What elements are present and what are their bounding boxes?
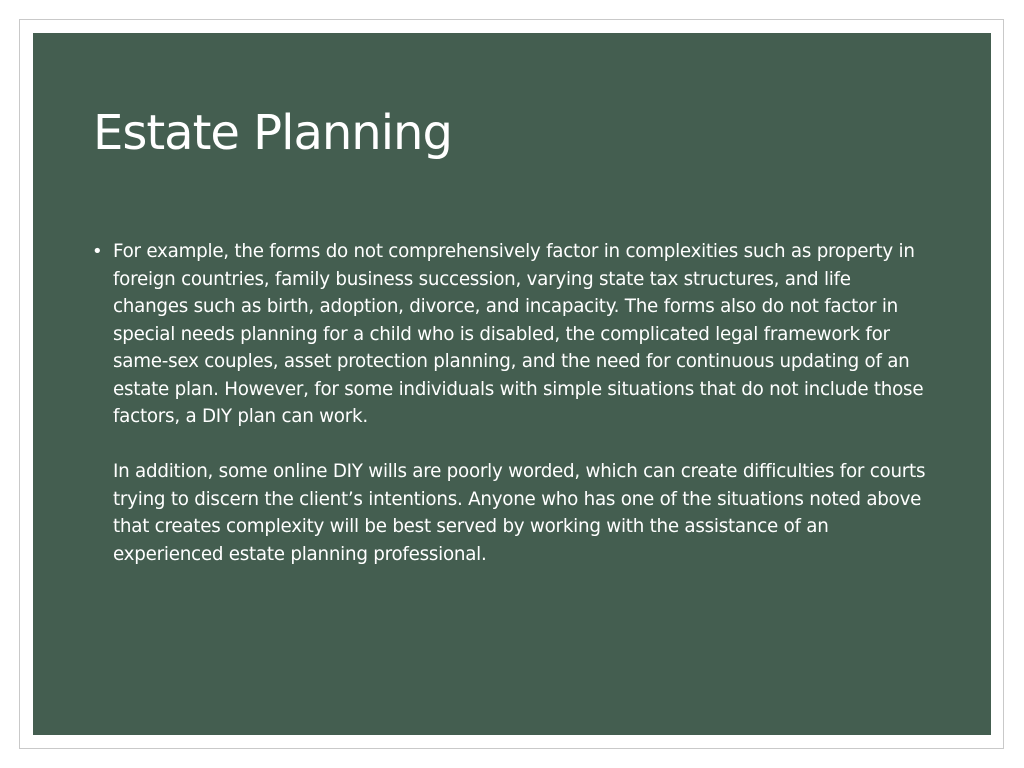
slide-title: Estate Planning [93,105,452,161]
bullet-paragraph-2: In addition, some online DIY wills are poorly worded, which can create difficulties for courts trying to discern the client’s intentions. Anyone who has one of the situations noted above that creates complexity will be best served by working with the assistance of an experienced estate planning professional. [113,461,926,565]
bullet-item [90,238,930,568]
slide-content [90,238,930,568]
bullet-paragraph-1: For example, the forms do not comprehensively factor in complexities such as property in foreign countries, family business succession, varying state tax structures, and life changes such as birth, adoption, divorce, and incapacity. The forms also do not factor in special needs planning for a child who is disabled, the complicated legal framework for same-sex couples, asset protection planning, and the need for continuous updating of an estate plan. However, for some individuals with simple situations that do not include those factors, a DIY plan can work. [113,241,924,427]
slide [33,33,991,735]
bullet-icon: • [92,241,103,262]
